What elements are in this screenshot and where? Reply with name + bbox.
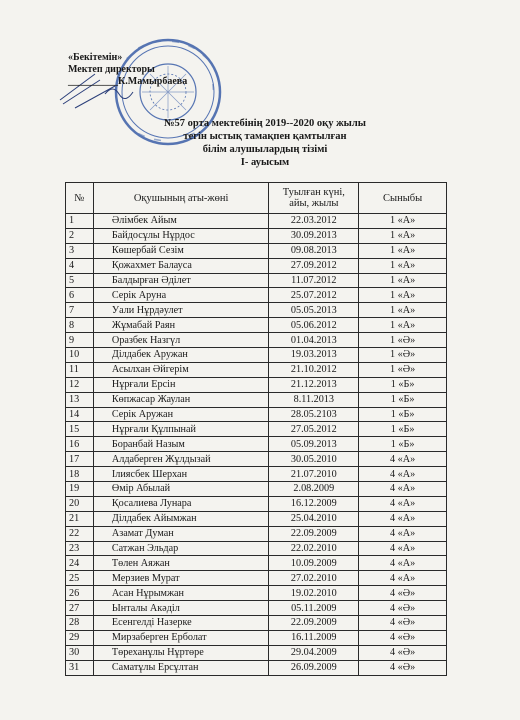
row-grade: 4 «А» (359, 511, 447, 526)
row-date: 8.11.2013 (269, 392, 359, 407)
table-row (66, 303, 447, 318)
row-num: 30 (66, 645, 94, 660)
table-header-row (66, 183, 447, 214)
row-num: 20 (66, 496, 94, 511)
row-name: Асылхан Әйгерім (93, 362, 269, 377)
row-grade: 4 «Ә» (359, 630, 447, 645)
table-row (66, 228, 447, 243)
row-grade: 1 «Б» (359, 392, 447, 407)
row-num: 24 (66, 556, 94, 571)
row-name: Алдаберген Жұлдызай (93, 452, 269, 467)
row-name: Ілиясбек Шерхан (93, 467, 269, 482)
row-num: 3 (66, 243, 94, 258)
approval-block (68, 52, 187, 88)
document-title (100, 117, 430, 169)
row-name: Көпжасар Жаулан (93, 392, 269, 407)
row-name: Ділдабек Аружан (93, 348, 269, 363)
row-date: 05.11.2009 (269, 601, 359, 616)
row-date: 01.04.2013 (269, 333, 359, 348)
row-name: Боранбай Назым (93, 437, 269, 452)
table-row (66, 526, 447, 541)
row-date: 26.09.2009 (269, 660, 359, 675)
row-date: 25.07.2012 (269, 288, 359, 303)
row-grade: 1 «Ә» (359, 362, 447, 377)
header-date: Туылған күні, айы, жылы (269, 183, 359, 214)
row-date: 28.05.2103 (269, 407, 359, 422)
row-date: 05.09.2013 (269, 437, 359, 452)
row-date: 27.05.2012 (269, 422, 359, 437)
row-name: Сатжан Эльдар (93, 541, 269, 556)
row-grade: 4 «А» (359, 526, 447, 541)
row-num: 17 (66, 452, 94, 467)
title-line-2: тегін ыстық тамақпен қамтылған (183, 131, 347, 142)
table-row (66, 452, 447, 467)
row-date: 10.09.2009 (269, 556, 359, 571)
table-body (66, 214, 447, 676)
table-row (66, 541, 447, 556)
row-date: 21.10.2012 (269, 362, 359, 377)
row-date: 16.12.2009 (269, 496, 359, 511)
row-name: Серік Аружан (93, 407, 269, 422)
row-num: 27 (66, 601, 94, 616)
row-grade: 1 «А» (359, 243, 447, 258)
row-name: Қожахмет Балауса (93, 258, 269, 273)
row-num: 9 (66, 333, 94, 348)
row-grade: 4 «А» (359, 541, 447, 556)
row-grade: 4 «Ә» (359, 616, 447, 631)
row-date: 21.12.2013 (269, 377, 359, 392)
row-grade: 1 «Б» (359, 437, 447, 452)
row-name: Уали Нұрдәулет (93, 303, 269, 318)
row-name: Ділдабек Айымжан (93, 511, 269, 526)
row-name: Саматұлы Ерсұлтан (93, 660, 269, 675)
row-date: 16.11.2009 (269, 630, 359, 645)
table-row (66, 258, 447, 273)
row-name: Азамат Думан (93, 526, 269, 541)
row-date: 30.09.2013 (269, 228, 359, 243)
row-date: 19.03.2013 (269, 348, 359, 363)
row-date: 05.06.2012 (269, 318, 359, 333)
row-grade: 1 «А» (359, 273, 447, 288)
row-name: Қосалиева Лунара (93, 496, 269, 511)
row-num: 16 (66, 437, 94, 452)
row-name: Мерзиев Мурат (93, 571, 269, 586)
row-grade: 4 «Ә» (359, 586, 447, 601)
row-name: Мирзаберген Ерболат (93, 630, 269, 645)
header-grade: Сыныбы (359, 183, 447, 214)
table-row (66, 273, 447, 288)
row-grade: 4 «А» (359, 482, 447, 497)
row-num: 13 (66, 392, 94, 407)
row-date: 27.02.2010 (269, 571, 359, 586)
row-name: Балдырған Әділет (93, 273, 269, 288)
table-row (66, 645, 447, 660)
row-date: 25.04.2010 (269, 511, 359, 526)
row-date: 29.04.2009 (269, 645, 359, 660)
row-date: 22.09.2009 (269, 616, 359, 631)
row-date: 22.02.2010 (269, 541, 359, 556)
title-line-1: №57 орта мектебінің 2019--2020 оқу жылы (164, 118, 366, 129)
table-row (66, 601, 447, 616)
row-date: 05.05.2013 (269, 303, 359, 318)
row-date: 22.09.2009 (269, 526, 359, 541)
row-name: Төреханұлы Нұртөре (93, 645, 269, 660)
row-num: 19 (66, 482, 94, 497)
table-row (66, 377, 447, 392)
approval-signatory: __________К.Мамырбаева (68, 76, 188, 87)
row-num: 29 (66, 630, 94, 645)
row-date: 19.02.2010 (269, 586, 359, 601)
row-date: 11.07.2012 (269, 273, 359, 288)
row-num: 6 (66, 288, 94, 303)
header-num: № (66, 183, 94, 214)
table-row (66, 407, 447, 422)
row-grade: 1 «А» (359, 288, 447, 303)
table-row (66, 318, 447, 333)
row-num: 11 (66, 362, 94, 377)
row-grade: 1 «Б» (359, 407, 447, 422)
table-row (66, 214, 447, 229)
row-grade: 1 «Ә» (359, 348, 447, 363)
row-num: 15 (66, 422, 94, 437)
row-num: 8 (66, 318, 94, 333)
row-num: 28 (66, 616, 94, 631)
table-row (66, 348, 447, 363)
row-grade: 4 «А» (359, 571, 447, 586)
table-row (66, 616, 447, 631)
row-num: 4 (66, 258, 94, 273)
table-row (66, 422, 447, 437)
row-grade: 4 «Ә» (359, 601, 447, 616)
row-num: 25 (66, 571, 94, 586)
row-name: Есенгелді Назерке (93, 616, 269, 631)
row-name: Нұрғали Ерсін (93, 377, 269, 392)
row-name: Көшербай Сезім (93, 243, 269, 258)
row-grade: 4 «Ә» (359, 645, 447, 660)
row-grade: 1 «Ә» (359, 333, 447, 348)
row-grade: 1 «А» (359, 214, 447, 229)
row-name: Байдосұлы Нұрдос (93, 228, 269, 243)
row-num: 10 (66, 348, 94, 363)
row-name: Өмір Абылай (93, 482, 269, 497)
row-date: 2.08.2009 (269, 482, 359, 497)
table-row (66, 243, 447, 258)
row-date: 22.03.2012 (269, 214, 359, 229)
table-row (66, 630, 447, 645)
row-grade: 1 «А» (359, 303, 447, 318)
row-num: 21 (66, 511, 94, 526)
row-date: 30.05.2010 (269, 452, 359, 467)
row-grade: 4 «А» (359, 496, 447, 511)
table-row (66, 333, 447, 348)
row-num: 14 (66, 407, 94, 422)
row-grade: 1 «А» (359, 318, 447, 333)
row-num: 2 (66, 228, 94, 243)
row-grade: 4 «А» (359, 556, 447, 571)
table-row (66, 496, 447, 511)
row-grade: 1 «Б» (359, 422, 447, 437)
table-row (66, 362, 447, 377)
row-name: Ынталы Акәділ (93, 601, 269, 616)
row-date: 21.07.2010 (269, 467, 359, 482)
row-num: 31 (66, 660, 94, 675)
row-grade: 4 «А» (359, 452, 447, 467)
table-row (66, 660, 447, 675)
row-num: 18 (66, 467, 94, 482)
row-date: 09.08.2013 (269, 243, 359, 258)
row-grade: 4 «А» (359, 467, 447, 482)
row-name: Төлен Аяжан (93, 556, 269, 571)
table-row (66, 556, 447, 571)
table-row (66, 511, 447, 526)
title-line-3: білім алушылардың тізімі (202, 144, 328, 155)
row-name: Серік Аруна (93, 288, 269, 303)
table-row (66, 437, 447, 452)
row-name: Оразбек Назгүл (93, 333, 269, 348)
approval-title: «Бекітемін» (68, 52, 123, 63)
row-num: 22 (66, 526, 94, 541)
header-name: Оқушының аты-жөні (93, 183, 269, 214)
table-row (66, 288, 447, 303)
row-name: Нұрғали Құлпынай (93, 422, 269, 437)
row-num: 12 (66, 377, 94, 392)
table-row (66, 482, 447, 497)
row-name: Асан Нұрымжан (93, 586, 269, 601)
students-table (65, 182, 447, 676)
row-grade: 1 «А» (359, 228, 447, 243)
approval-position: Мектеп директоры (68, 64, 155, 75)
row-num: 23 (66, 541, 94, 556)
table-row (66, 467, 447, 482)
table-row (66, 392, 447, 407)
table-row (66, 571, 447, 586)
row-num: 26 (66, 586, 94, 601)
row-grade: 1 «А» (359, 258, 447, 273)
row-num: 1 (66, 214, 94, 229)
table-row (66, 586, 447, 601)
row-name: Әлімбек Айым (93, 214, 269, 229)
row-date: 27.09.2012 (269, 258, 359, 273)
row-grade: 4 «Ә» (359, 660, 447, 675)
title-line-4: I- ауысым (240, 157, 290, 168)
row-grade: 1 «Б» (359, 377, 447, 392)
row-num: 5 (66, 273, 94, 288)
row-name: Жұмабай Раян (93, 318, 269, 333)
row-num: 7 (66, 303, 94, 318)
